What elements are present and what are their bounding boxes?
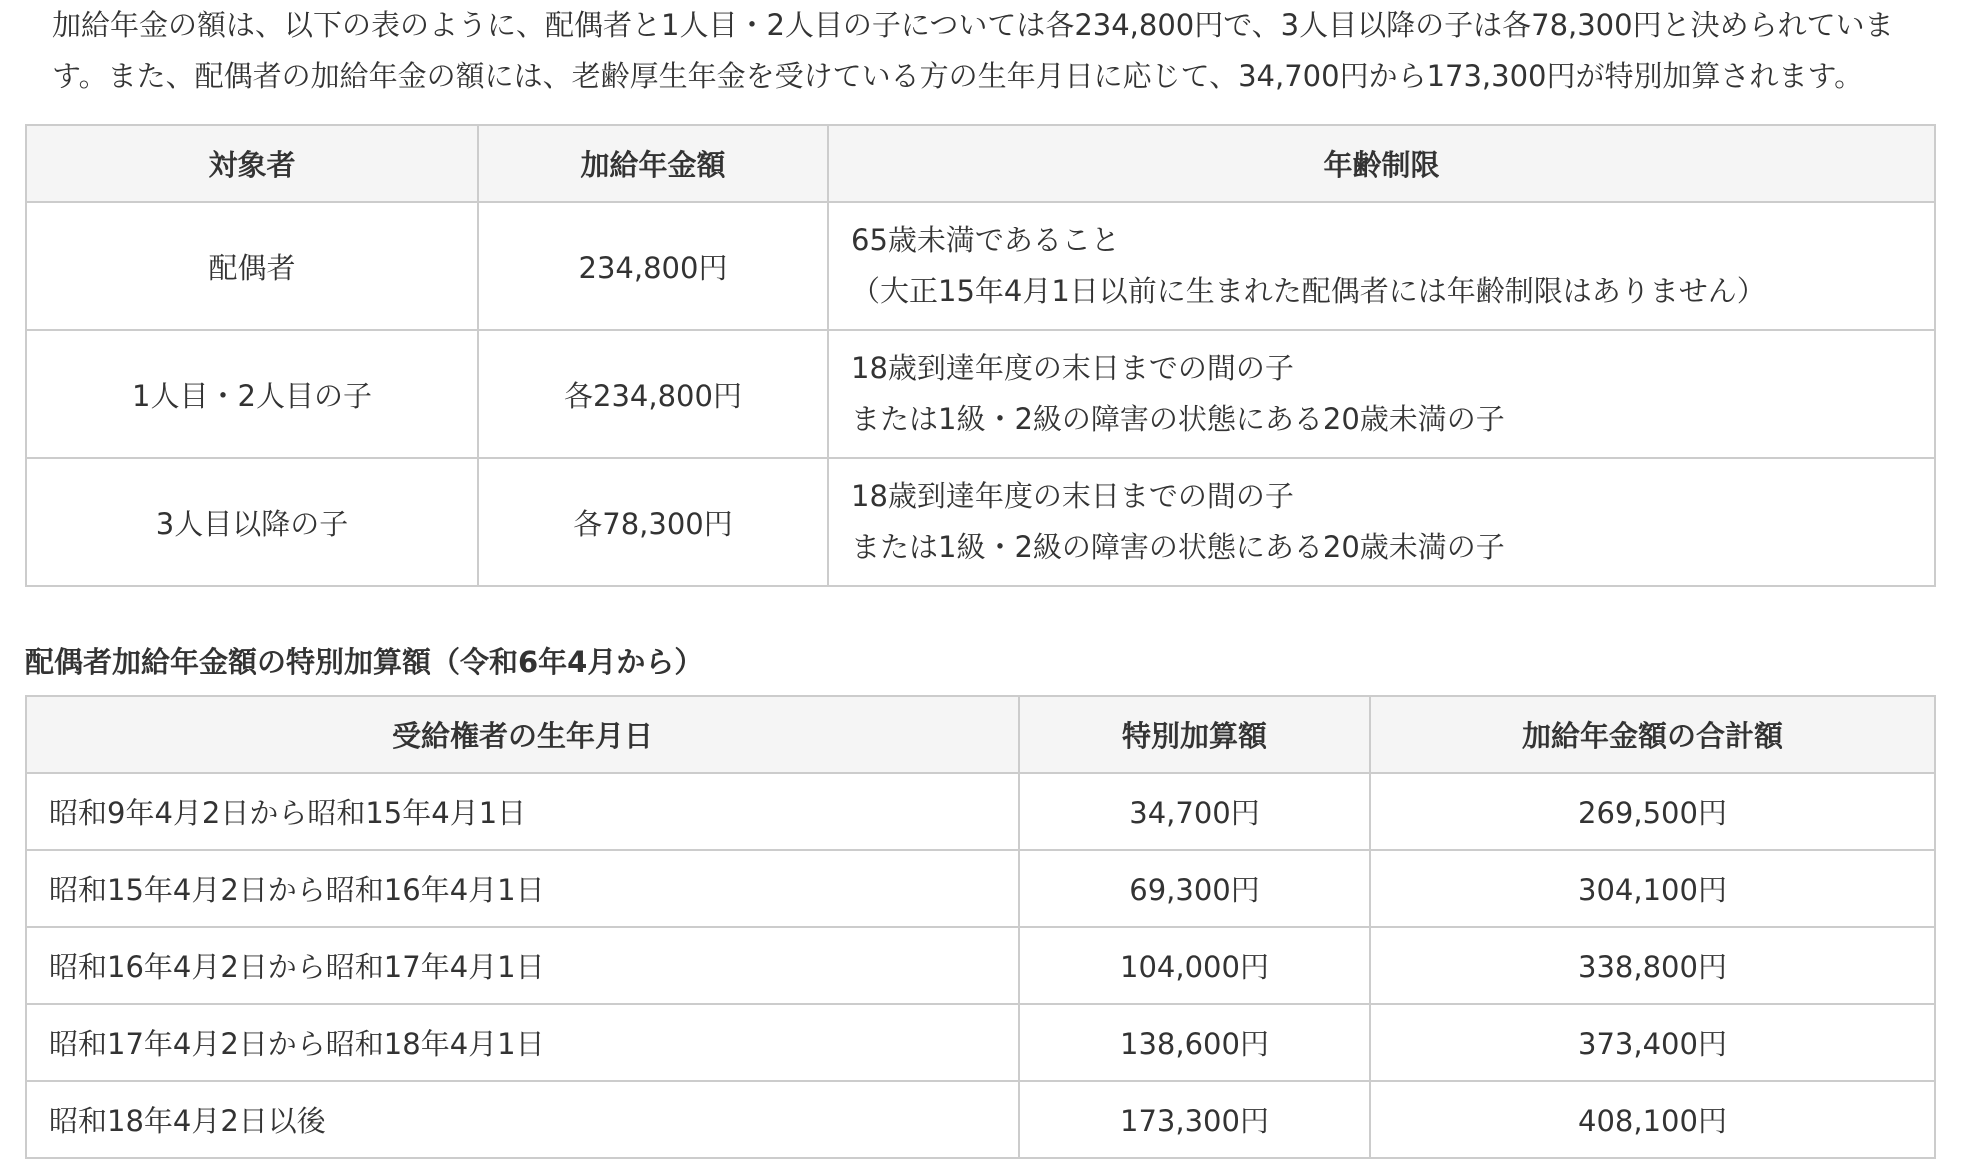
intro-line: す。また、配偶者の加給年金の額には、老齢厚生年金を受けている方の生年月日に応じて、34,700円から173,300円が特別加算されます。 [52,59,1864,93]
age-limit-line: または1級・2級の障害の状態にある20歳未満の子 [851,402,1505,436]
special-amount-cell: 104,000円 [1019,927,1370,1004]
table-row [26,202,1935,330]
target-cell: 3人目以降の子 [26,458,478,586]
table-row [26,773,1935,850]
birth-date-cell: 昭和17年4月2日から昭和18年4月1日 [26,1004,1019,1081]
amount-cell: 各234,800円 [478,330,828,458]
age-limit-line: 18歳到達年度の末日までの間の子 [851,479,1294,513]
column-header-target: 対象者 [26,125,478,202]
kakyu-amount-table [25,124,1936,587]
table-row [26,330,1935,458]
special-amount-cell: 34,700円 [1019,773,1370,850]
birth-date-cell: 昭和16年4月2日から昭和17年4月1日 [26,927,1019,1004]
age-limit-line: （大正15年4月1日以前に生まれた配偶者には年齢制限はありません） [851,274,1766,308]
birth-date-cell: 昭和18年4月2日以後 [26,1081,1019,1158]
intro-line: 加給年金の額は、以下の表のように、配偶者と1人目・2人目の子については各234,800円で、3人目以降の子は各78,300円と決められていま [52,8,1894,42]
table-header-row [26,696,1935,773]
age-limit-line: 65歳未満であること [851,223,1120,257]
column-header-special-amount: 特別加算額 [1019,696,1370,773]
column-header-age-limit: 年齢制限 [828,125,1935,202]
column-header-amount: 加給年金額 [478,125,828,202]
special-amount-cell: 69,300円 [1019,850,1370,927]
age-limit-line: 18歳到達年度の末日までの間の子 [851,351,1294,385]
special-amount-cell: 138,600円 [1019,1004,1370,1081]
age-limit-line: または1級・2級の障害の状態にある20歳未満の子 [851,530,1505,564]
table-row [26,1081,1935,1158]
total-amount-cell: 373,400円 [1370,1004,1935,1081]
target-cell: 配偶者 [26,202,478,330]
column-header-birth-date: 受給権者の生年月日 [26,696,1019,773]
birth-date-cell: 昭和15年4月2日から昭和16年4月1日 [26,850,1019,927]
birth-date-cell: 昭和9年4月2日から昭和15年4月1日 [26,773,1019,850]
special-addition-heading: 配偶者加給年金額の特別加算額（令和6年4月から） [25,645,704,679]
column-header-total-amount: 加給年金額の合計額 [1370,696,1935,773]
intro-paragraph [52,0,1972,102]
special-addition-table [25,695,1936,1159]
table-row [26,1004,1935,1081]
total-amount-cell: 408,100円 [1370,1081,1935,1158]
amount-cell: 234,800円 [478,202,828,330]
amount-cell: 各78,300円 [478,458,828,586]
table-row [26,850,1935,927]
special-amount-cell: 173,300円 [1019,1081,1370,1158]
total-amount-cell: 338,800円 [1370,927,1935,1004]
table-row [26,458,1935,586]
total-amount-cell: 269,500円 [1370,773,1935,850]
age-limit-cell [828,458,1935,586]
table-row [26,927,1935,1004]
target-cell: 1人目・2人目の子 [26,330,478,458]
table-header-row [26,125,1935,202]
age-limit-cell [828,330,1935,458]
total-amount-cell: 304,100円 [1370,850,1935,927]
age-limit-cell [828,202,1935,330]
